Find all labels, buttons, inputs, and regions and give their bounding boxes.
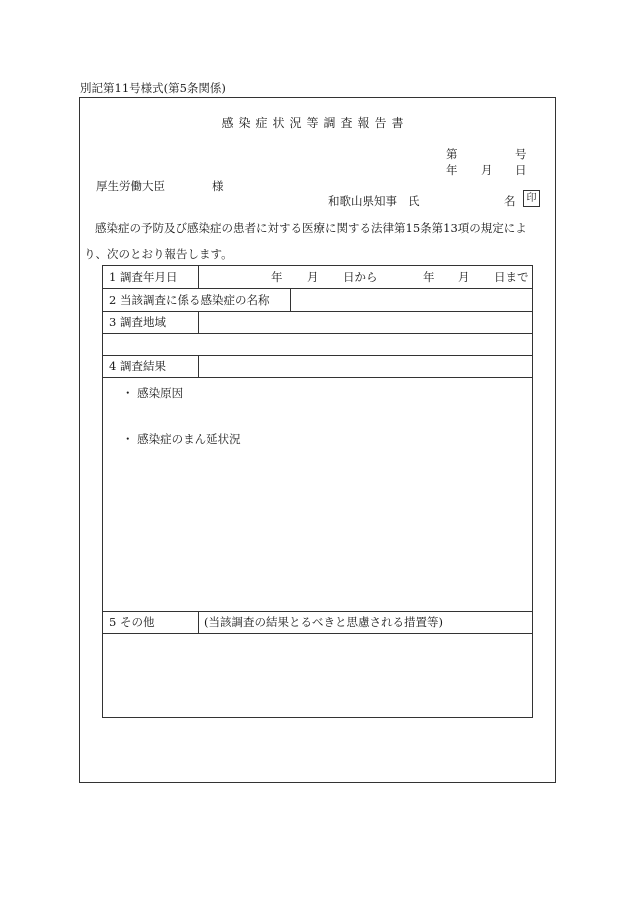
row-label-disease-name: 2 当該調査に係る感染症の名称 <box>109 293 270 307</box>
row-label-survey-area: 3 調査地域 <box>109 315 166 329</box>
row-label-other: 5 その他 <box>109 615 155 629</box>
table-divider <box>103 355 532 356</box>
number-prefix: 第 <box>446 147 458 161</box>
report-table <box>102 265 533 718</box>
sender-name-label-mei: 名 <box>504 194 516 208</box>
sender-organization: 和歌山県知事 <box>328 194 397 208</box>
survey-to-year: 年 <box>423 270 435 284</box>
table-divider <box>103 377 532 378</box>
table-column-divider <box>198 611 199 633</box>
other-measures-note: (当該調査の結果とるべきと思慮される措置等) <box>204 615 443 629</box>
number-suffix: 号 <box>515 147 527 161</box>
survey-to-day: 日まで <box>494 270 529 284</box>
survey-from-year: 年 <box>271 270 283 284</box>
table-column-divider <box>198 355 199 377</box>
seal-mark: 印 <box>523 190 540 207</box>
table-divider <box>103 311 532 312</box>
table-divider <box>103 633 532 634</box>
date-month: 月 <box>481 163 493 177</box>
table-divider <box>103 611 532 612</box>
form-number-label: 別記第11号様式(第5条関係) <box>80 81 226 95</box>
survey-from-month: 月 <box>307 270 319 284</box>
table-column-divider <box>198 311 199 333</box>
report-body-text: 感染症の予防及び感染症の患者に対する医療に関する法律第15条第13項の規定により、次のとおり報告します。 <box>84 221 527 261</box>
sender-name-label-shi: 氏 <box>408 194 420 208</box>
table-divider <box>103 333 532 334</box>
bullet-spread-status: ・ 感染症のまん延状況 <box>122 432 241 446</box>
row-label-survey-date: 1 調査年月日 <box>109 270 178 284</box>
bullet-infection-cause: ・ 感染原因 <box>122 386 184 400</box>
date-day: 日 <box>515 163 527 177</box>
table-column-divider <box>198 266 199 288</box>
addressee-honorific: 様 <box>212 179 224 193</box>
table-column-divider <box>290 288 291 311</box>
date-year: 年 <box>446 163 458 177</box>
table-divider <box>103 288 532 289</box>
document-title: 感染症状況等調査報告書 <box>221 116 409 130</box>
addressee: 厚生労働大臣 <box>96 179 165 193</box>
survey-from-day: 日から <box>343 270 378 284</box>
row-label-survey-results: 4 調査結果 <box>109 359 166 373</box>
survey-to-month: 月 <box>458 270 470 284</box>
